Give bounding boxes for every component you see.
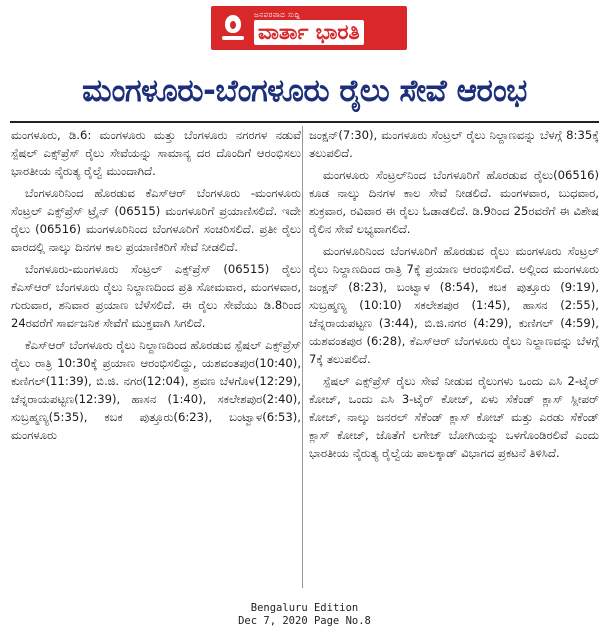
article-column-right — [309, 126, 599, 466]
article-column-left — [11, 126, 301, 448]
article-headline: ಮಂಗಳೂರು-ಬೆಂಗಳೂರು ರೈಲು ಸೇವೆ ಆರಂಭ — [82, 72, 527, 109]
date-page-label: Dec 7, 2020 Page No.8 — [238, 615, 371, 627]
flame-logo-icon — [216, 11, 250, 45]
article-paragraph: ಬೆಂಗಳೂರು-ಮಂಗಳೂರು ಸೆಂಟ್ರಲ್ ಎಕ್ಸ್‌ಪ್ರೆಸ್ (06515) ರೈಲು ಕೆಎಸ್ಆರ್ ಬೆಂಗಳೂರು ರೈಲು ನಿಲ್ದಾಣದಿಂದ ಪ್ರತಿ ಸೋಮವಾರ, ಮಂಗಳವಾರ, ಗುರುವಾರ, ಶನಿವಾರ ಪ್ರಯಾಣ ಬೆಳೆಸಲಿದೆ. ಈ ರೈಲು ಸೇವೆಯು ಡಿ.8ರಿಂದ 24ರವರೆಗೆ ಸಾರ್ವಜನಿಕ ಸೇವೆಗೆ ಮುಕ್ತವಾಗಿ ಸಿಗಲಿದೆ. — [11, 262, 301, 330]
article-paragraph: ಕೆಎಸ್ಆರ್ ಬೆಂಗಳೂರು ರೈಲು ನಿಲ್ದಾಣದಿಂದ ಹೊರಡುವ ಸ್ಪೆಷಲ್ ಎಕ್ಸ್‌ಪ್ರೆಸ್ ರೈಲು ರಾತ್ರಿ 10:30ಕ್ಕೆ ಪ್ರಯಾಣ ಆರಂಭಿಸಲಿದ್ದು, ಯಶವಂತಪುರ(10:40), ಕುಣಿಗಲ್(11:39), ಬಿ.ಜಿ. ನಗರ(12:04), ಶ್ರವಣ ಬೆಳಗೊಳ(12:29), ಚೆನ್ನರಾಯಪಟ್ಟಣ(12:39), ಹಾಸನ (1:40), ಸಕಲೇಶಪುರ(2:40), ಸುಬ್ರಹ್ಮಣ್ಯ(5:35), ಕಬಕ ಪುತ್ತೂರು(6:23), ಬಂಟ್ವಾಳ(6:53), ಮಂಗಳೂರು — [11, 338, 301, 442]
headline-rule — [10, 121, 599, 123]
article-paragraph: ಬೆಂಗಳೂರಿನಿಂದ ಹೊರಡುವ ಕೆಎಸ್ಆರ್ ಬೆಂಗಳೂರು -ಮಂಗಳೂರು ಸೆಂಟ್ರಲ್ ಎಕ್ಸ್‌ಪ್ರೆಸ್ ಟ್ರೈನ್ (06515) ಮಂಗಳೂರಿಗೆ ಪ್ರಯಾಣಿಸಲಿದೆ. ಇದೇ ರೈಲು (06516) ಮಂಗಳೂರಿನಿಂದ ಬೆಂಗಳೂರಿಗೆ ಸಂಚರಿಸಲಿದೆ. ಪ್ರತೀ ರೈಲು ವಾರದಲ್ಲಿ ನಾಲ್ಕು ದಿನಗಳ ಕಾಲ ಪ್ರಯಾಣಿಕರಿಗೆ ಸೇವೆ ನೀಡಲಿದೆ. — [11, 186, 301, 254]
column-divider — [302, 126, 303, 588]
edition-label: Bengaluru Edition — [250, 602, 359, 614]
page-footer — [0, 602, 609, 628]
masthead-tagline: ಜನಪರವಾದ ಸುದ್ದಿ — [254, 11, 301, 19]
article-paragraph: ಸ್ಪೆಷಲ್ ಎಕ್ಸ್‌ಪ್ರೆಸ್ ರೈಲು ಸೇವೆ ನೀಡುವ ರೈಲುಗಳು ಒಂದು ಎಸಿ 2-ಟೈರ್ ಕೋಚ್, ಒಂದು ಎಸಿ 3-ಟೈರ್ ಕೋಚ್, ಏಳು ಸೆಕೆಂಡ್ ಕ್ಲಾಸ್ ಸ್ಲೀಪರ್ ಕೋಚ್, ನಾಲ್ಕು ಜನರಲ್ ಸೆಕೆಂಡ್ ಕ್ಲಾಸ್ ಕೋಚ್ ಮತ್ತು ಎರಡು ಸೆಕೆಂಡ್ ಕ್ಲಾಸ್ ಕೋಚ್, ಜೊತೆಗೆ ಲಗೇಜ್ ಬೋಗಿಯನ್ನು ಒಳಗೊಂಡಿರಲಿವೆ ಎಂದು ಭಾರತೀಯ ನೈರುತ್ಯ ರೈಲ್ವೆಯ ಪಾಲಕ್ಕಾಡ್ ವಿಭಾಗದ ಪ್ರಕಟನೆ ತಿಳಿಸಿದೆ. — [309, 374, 599, 460]
masthead-name: ವಾರ್ತಾ ಭಾರತಿ — [254, 20, 364, 45]
article-paragraph: ಮಂಗಳೂರು, ಡಿ.6: ಮಂಗಳೂರು ಮತ್ತು ಬೆಂಗಳೂರು ನಗರಗಳ ನಡುವೆ ಸ್ಪೆಷಲ್ ಎಕ್ಸ್‌ಪ್ರೆಸ್ ರೈಲು ಸೇವೆಯನ್ನು ಸಾಮಾನ್ಯ ದರ ದೊಂದಿಗೆ ಆರಂಭಿಸಲು ಭಾರತೀಯ ನೈರುತ್ಯ ರೈಲ್ವೆ ಮುಂದಾಗಿದೆ. — [11, 128, 301, 178]
article-paragraph: ಮಂಗಳೂರು ಸೆಂಟ್ರಲ್‌ನಿಂದ ಬೆಂಗಳೂರಿಗೆ ಹೊರಡುವ ರೈಲು(06516) ಕೂಡ ನಾಲ್ಕು ದಿನಗಳ ಕಾಲ ಸೇವೆ ನೀಡಲಿದೆ. ಮಂಗಳವಾರ, ಬುಧವಾರ, ಶುಕ್ರವಾರ, ರವಿವಾರ ಈ ರೈಲು ಓಡಾಡಲಿದೆ. ಡಿ.9ರಿಂದ 25ರವರೆಗೆ ಈ ವಿಶೇಷ ರೈಲಿನ ಸೇವೆ ಲಭ್ಯವಾಗಲಿದೆ. — [309, 168, 599, 236]
masthead-logo — [211, 6, 407, 50]
article-paragraph: ಜಂಕ್ಷನ್(7:30), ಮಂಗಳೂರು ಸೆಂಟ್ರಲ್ ರೈಲು ನಿಲ್ದಾಣವನ್ನು ಬೆಳಗ್ಗೆ 8:35ಕ್ಕೆ ತಲುಪಲಿದೆ. — [309, 128, 599, 160]
article-paragraph: ಮಂಗಳೂರಿನಿಂದ ಬೆಂಗಳೂರಿಗೆ ಹೊರಡುವ ರೈಲು ಮಂಗಳೂರು ಸೆಂಟ್ರಲ್ ರೈಲು ನಿಲ್ದಾಣದಿಂದ ರಾತ್ರಿ 7ಕ್ಕೆ ಪ್ರಯಾಣ ಆರಂಭಿಸಲಿದೆ. ಅಲ್ಲಿಂದ ಮಂಗಳೂರು ಜಂಕ್ಷನ್ (8:23), ಬಂಟ್ವಾಳ (8:54), ಕಬಕ ಪುತ್ತೂರು (9:19), ಸುಬ್ರಹ್ಮಣ್ಯ (10:10) ಸಕಲೇಶಪುರ (1:45), ಹಾಸನ (2:55), ಚೆನ್ನರಾಯಪಟ್ಟಣ (3:44), ಬಿ.ಜಿ.ನಗರ (4:29), ಕುಣಿಗಲ್ (4:59), ಯಶವಂತಪುರ (6:28), ಕೆಎಸ್ಆರ್ ಬೆಂಗಳೂರು ರೈಲು ನಿಲ್ದಾಣವನ್ನು ಬೆಳಗ್ಗೆ 7ಕ್ಕೆ ತಲುಪಲಿದೆ. — [309, 244, 599, 366]
